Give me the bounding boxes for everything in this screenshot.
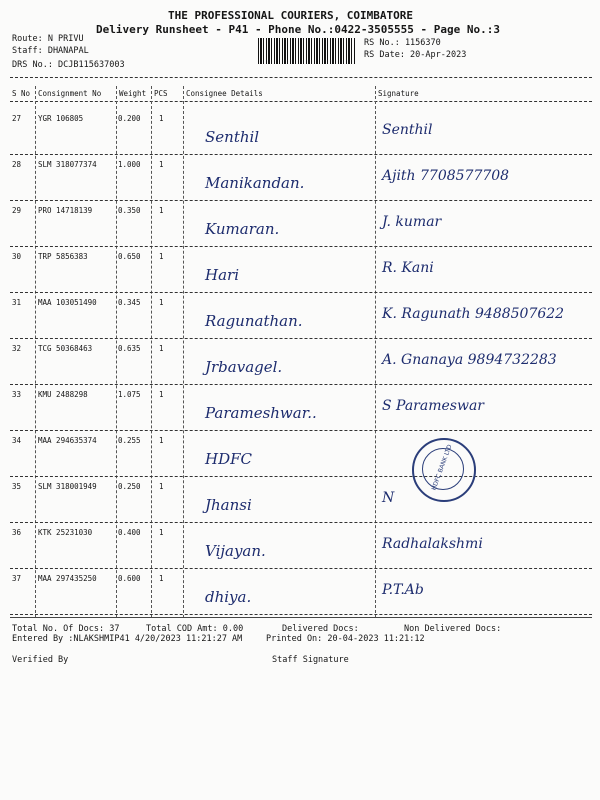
row-pcs: 1 xyxy=(159,482,164,491)
row-consignee-handwriting: Parameshwar.. xyxy=(205,404,317,422)
row-weight: 0.400 xyxy=(118,528,141,537)
row-signature-handwriting: Senthil xyxy=(382,122,433,138)
row-pcs: 1 xyxy=(159,298,164,307)
rs-number: RS No.: 1156370 xyxy=(364,38,441,48)
staff-label: Staff: DHANAPAL xyxy=(12,46,89,56)
col-divider xyxy=(183,86,184,618)
row-consignment-no: MAA 294635374 xyxy=(38,436,97,445)
row-signature-handwriting: K. Ragunath 9488507622 xyxy=(382,306,565,322)
barcode-image xyxy=(258,38,356,64)
col-signature: Signature xyxy=(378,89,419,98)
row-divider xyxy=(10,430,592,431)
row-sno: 28 xyxy=(12,160,22,169)
row-pcs: 1 xyxy=(159,574,164,583)
row-signature-handwriting: A. Gnanaya 9894732283 xyxy=(382,352,557,368)
row-divider xyxy=(10,568,592,569)
row-sno: 34 xyxy=(12,436,22,445)
row-consignee-handwriting: Hari xyxy=(205,266,239,284)
runsheet-title: Delivery Runsheet - P41 - Phone No.:0422-3505555 - Page No.:3 xyxy=(96,23,500,36)
row-pcs: 1 xyxy=(159,344,164,353)
footer-rule xyxy=(10,617,592,618)
col-divider xyxy=(151,86,152,618)
row-pcs: 1 xyxy=(159,252,164,261)
row-weight: 0.600 xyxy=(118,574,141,583)
row-signature-handwriting: N xyxy=(382,490,395,506)
bank-stamp: HDFC BANK LTD xyxy=(412,438,476,502)
col-weight: Weight xyxy=(119,89,147,98)
row-divider xyxy=(10,292,592,293)
row-weight: 0.255 xyxy=(118,436,141,445)
col-divider xyxy=(116,86,117,618)
row-sno: 27 xyxy=(12,114,22,123)
staff-signature: Staff Signature xyxy=(272,655,349,665)
row-signature-handwriting: S Parameswar xyxy=(382,398,484,414)
entered-by: Entered By :NLAKSHMIP41 4/20/2023 11:21:27 AM xyxy=(12,634,243,644)
row-signature-handwriting: P.T.Ab xyxy=(382,582,424,598)
row-divider xyxy=(10,522,592,523)
row-weight: 0.345 xyxy=(118,298,141,307)
printed-on: Printed On: 20-04-2023 11:21:12 xyxy=(266,634,425,644)
col-consignee: Consignee Details xyxy=(186,89,263,98)
row-sno: 33 xyxy=(12,390,22,399)
row-signature-handwriting: Ajith 7708577708 xyxy=(382,168,510,184)
row-weight: 0.250 xyxy=(118,482,141,491)
row-consignee-handwriting: Senthil xyxy=(205,128,260,146)
row-consignment-no: MAA 103051490 xyxy=(38,298,97,307)
header-bottom-rule xyxy=(10,101,592,102)
row-sno: 32 xyxy=(12,344,22,353)
row-consignment-no: TRP 5856383 xyxy=(38,252,88,261)
col-sno: S No xyxy=(12,89,31,98)
row-divider xyxy=(10,384,592,385)
row-divider xyxy=(10,246,592,247)
row-pcs: 1 xyxy=(159,160,164,169)
row-consignment-no: SLM 318077374 xyxy=(38,160,97,169)
row-consignee-handwriting: dhiya. xyxy=(205,588,252,606)
row-pcs: 1 xyxy=(159,114,164,123)
row-consignee-handwriting: HDFC xyxy=(205,450,252,468)
col-divider xyxy=(35,86,36,618)
row-consignment-no: YGR 106805 xyxy=(38,114,84,123)
row-consignee-handwriting: Manikandan. xyxy=(205,174,305,192)
verified-by: Verified By xyxy=(12,655,69,665)
row-consignment-no: SLM 318001949 xyxy=(38,482,97,491)
row-signature-handwriting: R. Kani xyxy=(382,260,434,276)
row-consignment-no: PRO 14718139 xyxy=(38,206,93,215)
row-divider xyxy=(10,614,592,615)
row-weight: 1.075 xyxy=(118,390,141,399)
row-sno: 36 xyxy=(12,528,22,537)
row-consignee-handwriting: Ragunathan. xyxy=(205,312,303,330)
row-consignment-no: KTK 25231030 xyxy=(38,528,93,537)
col-divider xyxy=(375,86,376,618)
company-name: THE PROFESSIONAL COURIERS, COIMBATORE xyxy=(168,9,414,22)
row-signature-handwriting: J. kumar xyxy=(382,214,442,230)
non-delivered-docs: Non Delivered Docs: xyxy=(404,624,502,634)
row-sno: 29 xyxy=(12,206,22,215)
header-top-rule xyxy=(10,77,592,78)
row-pcs: 1 xyxy=(159,528,164,537)
drs-number: DRS No.: DCJB115637003 xyxy=(12,60,125,70)
row-sno: 31 xyxy=(12,298,22,307)
delivered-docs: Delivered Docs: xyxy=(282,624,359,634)
col-pcs: PCS xyxy=(154,89,168,98)
row-weight: 0.650 xyxy=(118,252,141,261)
row-signature-handwriting: Radhalakshmi xyxy=(382,536,483,552)
row-consignment-no: MAA 297435250 xyxy=(38,574,97,583)
row-weight: 1.000 xyxy=(118,160,141,169)
row-pcs: 1 xyxy=(159,436,164,445)
row-consignee-handwriting: Kumaran. xyxy=(205,220,280,238)
row-divider xyxy=(10,154,592,155)
row-divider xyxy=(10,338,592,339)
row-consignment-no: KMU 2488298 xyxy=(38,390,88,399)
rs-date: RS Date: 20-Apr-2023 xyxy=(364,50,467,60)
row-weight: 0.200 xyxy=(118,114,141,123)
row-weight: 0.635 xyxy=(118,344,141,353)
row-sno: 30 xyxy=(12,252,22,261)
row-sno: 37 xyxy=(12,574,22,583)
row-consignee-handwriting: Jrbavagel. xyxy=(205,358,283,376)
col-consignment: Consignment No xyxy=(38,89,102,98)
row-consignment-no: TCG 50368463 xyxy=(38,344,93,353)
row-divider xyxy=(10,476,592,477)
row-weight: 0.350 xyxy=(118,206,141,215)
route-label: Route: N PRIVU xyxy=(12,34,84,44)
row-consignee-handwriting: Vijayan. xyxy=(205,542,266,560)
row-sno: 35 xyxy=(12,482,22,491)
total-docs: Total No. Of Docs: 37 xyxy=(12,624,120,634)
total-cod: Total COD Amt: 0.00 xyxy=(146,624,244,634)
row-pcs: 1 xyxy=(159,390,164,399)
row-divider xyxy=(10,200,592,201)
row-consignee-handwriting: Jhansi xyxy=(205,496,252,514)
row-pcs: 1 xyxy=(159,206,164,215)
